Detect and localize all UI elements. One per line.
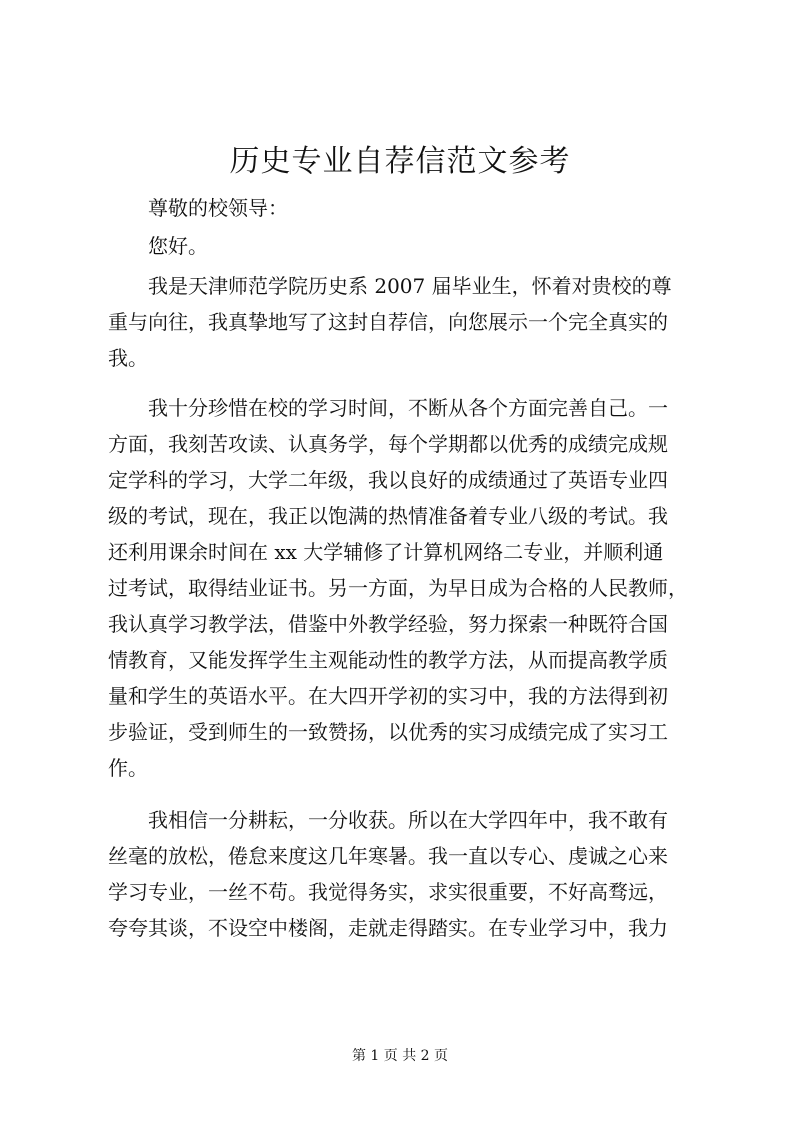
paragraph-line: 过考试，取得结业证书。另一方面，为早日成为合格的人民教师， (108, 576, 688, 600)
paragraph-line: 我认真学习教学法，借鉴中外教学经验，努力探索一种既符合国 (108, 612, 668, 636)
paragraph-line: 方面，我刻苦攻读、认真务学，每个学期都以优秀的成绩完成规 (108, 432, 668, 456)
paragraph-line: 夸夸其谈，不设空中楼阁，走就走得踏实。在专业学习中，我力 (108, 916, 668, 940)
paragraph-line: 丝毫的放松，倦怠来度这几年寒暑。我一直以专心、虔诚之心来 (108, 844, 668, 868)
paragraph-line: 步验证，受到师生的一致赞扬，以优秀的实习成绩完成了实习工 (108, 720, 668, 744)
paragraph-2 (108, 390, 704, 786)
paragraph-line: 重与向往，我真挚地写了这封自荐信，向您展示一个完全真实的 (108, 310, 668, 334)
paragraph-line: 作。 (108, 756, 148, 780)
document-title: 历史专业自荐信范文参考 (229, 144, 571, 179)
paragraph-line: 还利用课余时间在 xx 大学辅修了计算机网络二专业，并顺利通 (108, 540, 664, 564)
paragraph-line: 级的考试，现在，我正以饱满的热情准备着专业八级的考试。我 (108, 504, 668, 528)
paragraph-line: 定学科的学习，大学二年级，我以良好的成绩通过了英语专业四 (108, 468, 668, 492)
salutation: 尊敬的校领导： (148, 196, 288, 220)
paragraph-line: 我是天津师范学院历史系 2007 届毕业生，怀着对贵校的尊 (148, 274, 672, 298)
greeting: 您好。 (148, 234, 208, 258)
paragraph-line: 情教育，又能发挥学生主观能动性的教学方法，从而提高教学质 (108, 648, 668, 672)
page-number-footer: 第 1 页 共 2 页 (351, 1048, 449, 1064)
paragraph-line: 量和学生的英语水平。在大四开学初的实习中，我的方法得到初 (108, 684, 668, 708)
paragraph-1 (108, 268, 704, 376)
paragraph-line: 我相信一分耕耘，一分收获。所以在大学四年中，我不敢有 (148, 808, 668, 832)
paragraph-3 (108, 802, 704, 946)
paragraph-line: 我。 (108, 346, 148, 370)
paragraph-line: 我十分珍惜在校的学习时间，不断从各个方面完善自己。一 (148, 396, 668, 420)
paragraph-line: 学习专业，一丝不苟。我觉得务实，求实很重要，不好高骛远， (108, 880, 668, 904)
